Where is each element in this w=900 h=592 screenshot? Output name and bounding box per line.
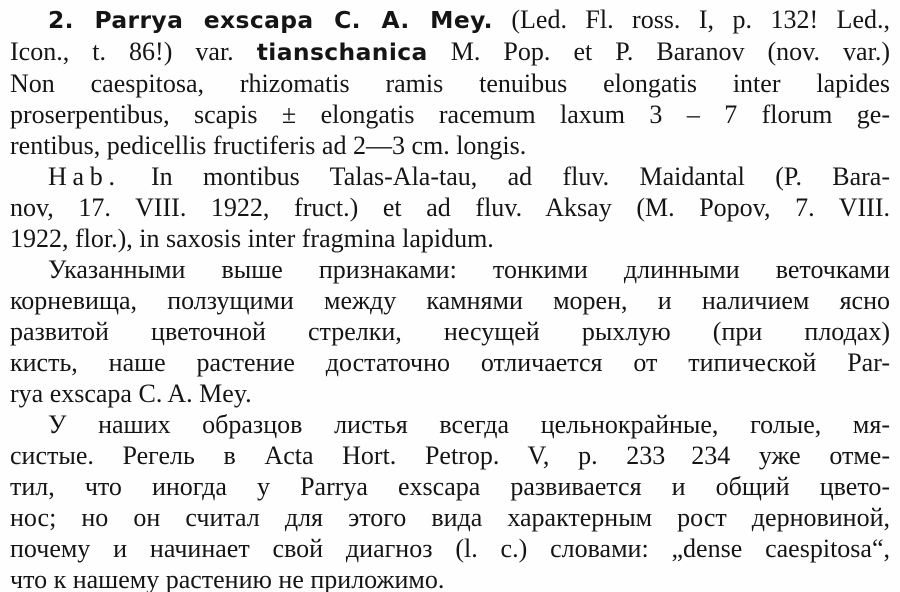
text-line <box>10 409 890 440</box>
hab-label: Hab. <box>48 162 121 191</box>
text-line <box>10 533 890 564</box>
text-line <box>10 254 890 285</box>
text-line <box>10 471 890 502</box>
text-line <box>10 36 890 68</box>
text-line <box>10 285 890 316</box>
paragraph-russian-characters <box>10 254 890 409</box>
text-run: Icon., t. 86!) var. <box>10 37 257 66</box>
text-run: M. Pop. et P. Baranov (nov. var.) <box>427 37 890 66</box>
text-run: rya exscapa C. A. Mey. <box>10 379 252 408</box>
text-run: тил, что иногда у Parrya exscapa развивается и общий цвето- <box>10 472 890 501</box>
text-line <box>10 68 890 99</box>
text-run: нос; но он считал для этого вида характерным рост дерновиной, <box>10 503 890 532</box>
text-line <box>10 502 890 533</box>
text-run: proserpentibus, scapis ± elongatis racemum laxum 3 – 7 florum ge- <box>10 100 890 129</box>
text-line <box>10 130 890 161</box>
text-run: (Led. Fl. ross. I, p. 132! Led., <box>492 5 890 34</box>
text-run: У наших образцов листья всегда цельнокрайные, голые, мя- <box>48 410 890 439</box>
species-name-bold: 2. Parrya exscapa C. A. Mey. <box>48 6 493 34</box>
text-line <box>10 4 890 36</box>
paragraph-russian-regel <box>10 409 890 592</box>
variety-name-bold: tianschanica <box>256 38 428 66</box>
text-run: 1922, flor.), in saxosis inter fragmina lapidum. <box>10 224 494 253</box>
text-run: кисть, наше растение достаточно отличается от типической Par- <box>10 348 890 377</box>
text-run: rentibus, pedicellis fructiferis ad 2—3 cm. longis. <box>10 131 527 160</box>
text-run: что к нашему растению не приложимо. <box>10 565 445 592</box>
text-line <box>10 316 890 347</box>
text-line <box>10 347 890 378</box>
text-run: развитой цветочной стрелки, несущей рыхлую (при плодах) <box>10 317 890 346</box>
text-line <box>10 564 890 592</box>
text-line <box>10 192 890 223</box>
text-line <box>10 378 890 409</box>
text-run: корневища, ползущими между камнями морен, и наличием ясно <box>10 286 890 315</box>
text-run: Non caespitosa, rhizomatis ramis tenuibus elongatis inter lapides <box>10 69 890 98</box>
text-line <box>10 161 890 192</box>
text-run: почему и начинает свой диагноз (l. c.) словами: „dense caespitosa“, <box>10 534 890 563</box>
text-run: In montibus Talas-Ala-tau, ad fluv. Maidantal (P. Bara- <box>120 162 890 191</box>
text-line <box>10 223 890 254</box>
paragraph-species-heading-diagnosis <box>10 4 890 161</box>
text-line <box>10 440 890 471</box>
text-run: nov, 17. VIII. 1922, fruct.) et ad fluv. Aksay (M. Popov, 7. VIII. <box>10 193 890 222</box>
text-run: Указанными выше признаками: тонкими длинными веточками <box>48 255 890 284</box>
text-line <box>10 99 890 130</box>
paragraph-habitat <box>10 161 890 254</box>
text-run: систые. Регель в Acta Hort. Petrop. V, p. 233 234 уже отме- <box>10 441 890 470</box>
